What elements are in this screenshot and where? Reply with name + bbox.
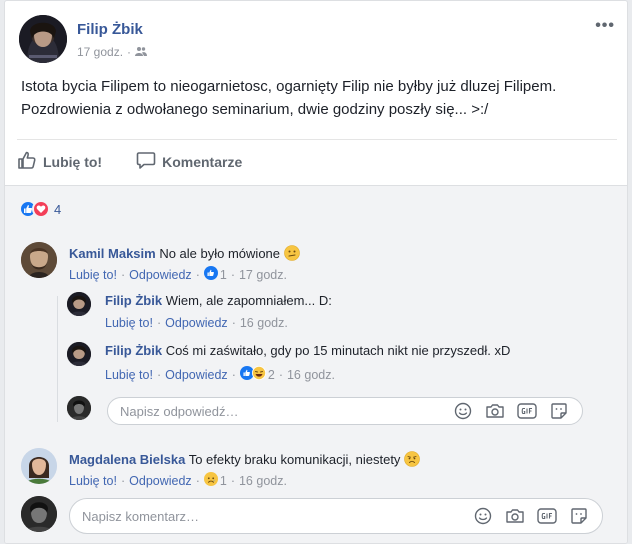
sad-reaction-icon	[204, 472, 218, 489]
reaction-count: 1	[219, 473, 227, 488]
separator: ·	[156, 367, 162, 382]
reply-text: Wiem, ale zapomniałem... D:	[165, 293, 332, 308]
author-avatar[interactable]	[19, 15, 67, 63]
worried-emoji-icon	[404, 451, 420, 471]
comment-text: No ale było mówione	[159, 246, 281, 261]
emoji-icon[interactable]	[472, 505, 494, 527]
reply-time[interactable]: 16 godz.	[286, 367, 335, 382]
reply-text: Coś mi zaświtało, gdy po 15 minutach nikt nie przyszedł. xD	[165, 343, 511, 358]
reply-reply-link[interactable]: Odpowiedz	[165, 367, 228, 382]
gif-icon[interactable]	[536, 505, 558, 527]
like-reaction-icon	[204, 266, 218, 283]
reaction-count: 1	[219, 267, 227, 282]
comment-input[interactable]	[70, 509, 472, 524]
comment-time[interactable]: 16 godz.	[238, 473, 287, 488]
reply-author[interactable]: Filip Żbik	[105, 293, 163, 308]
comment-author[interactable]: Magdalena Bielska	[69, 452, 186, 467]
reply-content	[105, 343, 510, 359]
current-user-avatar[interactable]	[21, 496, 57, 532]
thumbs-up-icon	[17, 150, 37, 173]
reaction-count[interactable]: 4	[54, 201, 62, 217]
comment-button-label: Komentarze	[162, 153, 243, 170]
reaction-count: 2	[267, 367, 275, 382]
camera-icon[interactable]	[504, 505, 526, 527]
reply-reactions[interactable]	[240, 366, 275, 383]
post-action-bar	[17, 139, 617, 183]
separator: ·	[231, 367, 236, 382]
comment-input-box[interactable]	[69, 498, 603, 534]
confused-emoji-icon	[284, 245, 300, 265]
reply-author-avatar[interactable]	[67, 292, 91, 316]
separator: ·	[230, 473, 235, 488]
post-text: Istota bycia Filipem to nieogarnietosc, ogarnięty Filip nie byłby już dluzej Filipem. Pozdrowienia z odwołanego seminarium, dwie godziny poszły się... >:/	[21, 78, 557, 118]
commenter-avatar[interactable]	[21, 242, 57, 278]
reply-input-icons	[452, 400, 582, 422]
post-meta	[77, 45, 147, 59]
comment-author[interactable]: Kamil Maksim	[69, 246, 156, 261]
thread-line	[57, 296, 58, 422]
reply-input-box[interactable]	[107, 397, 583, 425]
comment-text: To efekty braku komunikacji, niestety	[188, 452, 401, 467]
post-time[interactable]: 17 godz.	[77, 45, 124, 59]
reply-like-link[interactable]: Lubię to!	[105, 367, 153, 382]
current-user-avatar[interactable]	[67, 396, 91, 420]
comment-actions	[69, 472, 287, 489]
gif-icon[interactable]	[516, 400, 538, 422]
post-reactions-summary[interactable]	[19, 200, 61, 218]
like-button[interactable]	[17, 150, 102, 173]
separator: ·	[231, 316, 236, 330]
comment-like-link[interactable]: Lubię to!	[69, 473, 117, 488]
camera-icon[interactable]	[484, 400, 506, 422]
comment-button[interactable]	[136, 150, 242, 173]
comment-like-link[interactable]: Lubię to!	[69, 267, 117, 282]
comment-content	[69, 245, 300, 265]
separator: ·	[278, 367, 283, 382]
reply-like-link[interactable]: Lubię to!	[105, 316, 153, 330]
reply-actions	[105, 366, 335, 383]
separator: ·	[195, 473, 200, 488]
separator: ·	[195, 267, 200, 282]
reply-actions	[105, 316, 288, 330]
post-card	[4, 0, 628, 544]
comment-reply-link[interactable]: Odpowiedz	[129, 473, 192, 488]
comment-actions	[69, 266, 287, 283]
reply-input[interactable]	[108, 404, 452, 419]
comment-reactions[interactable]	[204, 472, 227, 489]
comment-content	[69, 451, 420, 471]
separator: ·	[230, 267, 235, 282]
like-button-label: Lubię to!	[43, 153, 103, 170]
reply-author-avatar[interactable]	[67, 342, 91, 366]
comment-reactions[interactable]	[204, 266, 227, 283]
separator: ·	[120, 267, 126, 282]
love-reaction-icon	[32, 200, 50, 218]
friends-audience-icon[interactable]	[135, 45, 147, 59]
author-name[interactable]: Filip Żbik	[77, 21, 143, 38]
sticker-icon[interactable]	[548, 400, 570, 422]
comment-time[interactable]: 17 godz.	[238, 267, 287, 282]
reply-time[interactable]: 16 godz.	[239, 316, 288, 330]
speech-bubble-icon	[136, 150, 156, 173]
emoji-icon[interactable]	[452, 400, 474, 422]
sticker-icon[interactable]	[568, 505, 590, 527]
reply-content	[105, 293, 332, 309]
laugh-reaction-icon	[252, 366, 266, 383]
commenter-avatar[interactable]	[21, 448, 57, 484]
comments-area	[5, 185, 628, 544]
reply-author[interactable]: Filip Żbik	[105, 343, 163, 358]
more-options-icon[interactable]: •••	[595, 17, 615, 34]
meta-separator: ·	[127, 45, 132, 59]
comment-reply-link[interactable]: Odpowiedz	[129, 267, 192, 282]
separator: ·	[156, 316, 162, 330]
comment-input-icons	[472, 505, 602, 527]
separator: ·	[120, 473, 126, 488]
reply-reply-link[interactable]: Odpowiedz	[165, 316, 228, 330]
